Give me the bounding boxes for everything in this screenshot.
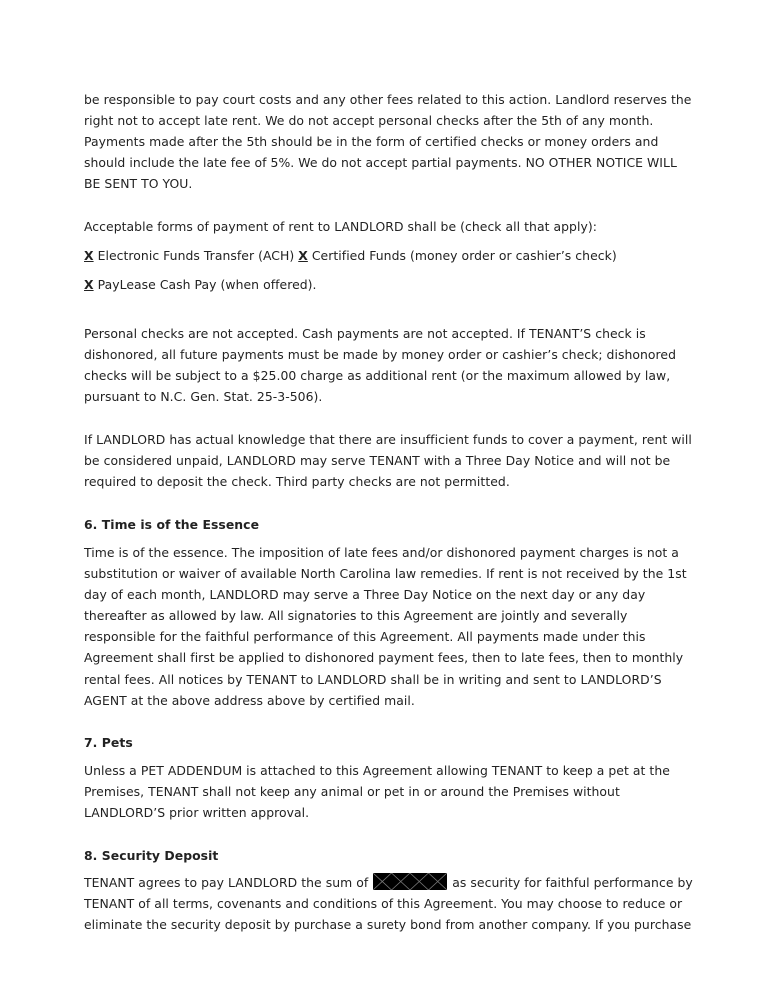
late-rent-paragraph [84, 89, 716, 194]
section-7-heading: 7. Pets [84, 735, 133, 750]
text-line: should include the late fee of 5%. We do not accept partial payments. NO OTHER NOTICE WILL [84, 155, 677, 171]
text-line: Personal checks are not accepted. Cash payments are not accepted. If TENANT’S check is [84, 326, 646, 341]
paylease-option-label: PayLease Cash Pay (when offered). [97, 277, 317, 292]
section-7-body [84, 760, 716, 823]
text-line: Time is of the essence. The imposition of late fees and/or dishonored payment charges is not a [84, 545, 679, 560]
certified-funds-checkmark: X [298, 248, 308, 263]
section-8-heading: 8. Security Deposit [84, 848, 219, 863]
text-line: TENANT of all terms, covenants and conditions of this Agreement. You may choose to reduce or [84, 896, 683, 912]
certified-funds-option-label: Certified Funds (money order or cashier’s check) [311, 248, 617, 263]
payment-options-row [84, 245, 716, 266]
section-8-body: TENANT agrees to pay LANDLORD the sum of as security for faithful performance by TENANT of all terms, covenants and conditions of this Agreement. You may choose to reduce or eliminate the security deposit by purchase a surety bond from another company. If you purchase [84, 872, 716, 935]
payment-forms-intro: Acceptable forms of payment of rent to LANDLORD shall be (check all that apply): [84, 219, 597, 234]
text-line: BE SENT TO YOU. [84, 176, 193, 192]
paylease-option-row [84, 274, 716, 295]
redacted-amount [373, 873, 447, 890]
text-line: required to deposit the check. Third party checks are not permitted. [84, 474, 510, 490]
text-line: Premises, TENANT shall not keep any animal or pet in or around the Premises without [84, 784, 620, 800]
text-line: right not to accept late rent. We do not accept personal checks after the 5th of any month. [84, 113, 654, 129]
text-line: substitution or waiver of available North Carolina law remedies. If rent is not received by the 1st [84, 566, 687, 582]
personal-checks-paragraph [84, 323, 716, 407]
text-line: responsible for the faithful performance of this Agreement. All payments made under this [84, 629, 646, 645]
text-line: rental fees. All notices by TENANT to LANDLORD shall be in writing and sent to LANDLORD’S [84, 671, 662, 687]
insufficient-funds-paragraph [84, 429, 716, 492]
text-line: dishonored, all future payments must be made by money order or cashier’s check; dishonored [84, 347, 676, 363]
section-6-body [84, 542, 716, 711]
text-line: pursuant to N.C. Gen. Stat. 25-3-506). [84, 389, 323, 405]
text-line: Unless a PET ADDENDUM is attached to this Agreement allowing TENANT to keep a pet at the [84, 763, 670, 778]
paylease-checkmark: X [84, 277, 94, 292]
text-line: AGENT at the above address above by certified mail. [84, 692, 415, 708]
text-line: be responsible to pay court costs and any other fees related to this action. Landlord reserves the [84, 92, 692, 107]
text-line: Payments made after the 5th should be in the form of certified checks or money orders and [84, 134, 659, 150]
text-line: LANDLORD’S prior written approval. [84, 805, 310, 821]
text-line: checks will be subject to a $25.00 charge as additional rent (or the maximum allowed by law, [84, 368, 671, 384]
text-line: thereafter as allowed by law. All signatories to this Agreement are jointly and severally [84, 608, 628, 624]
text-line: If LANDLORD has actual knowledge that there are insufficient funds to cover a payment, rent will [84, 432, 692, 447]
text-line: Agreement shall first be applied to dishonored payment fees, then to late fees, then to monthly [84, 650, 684, 666]
ach-option-label: Electronic Funds Transfer (ACH) [97, 248, 295, 263]
text-line: be considered unpaid, LANDLORD may serve TENANT with a Three Day Notice and will not be [84, 453, 671, 469]
section-6-heading: 6. Time is of the Essence [84, 517, 260, 532]
text-line: day of each month, LANDLORD may serve a Three Day Notice on the next day or any day [84, 587, 646, 603]
ach-checkmark: X [84, 248, 94, 263]
text-line: eliminate the security deposit by purchase a surety bond from another company. If you purchase [84, 917, 692, 933]
